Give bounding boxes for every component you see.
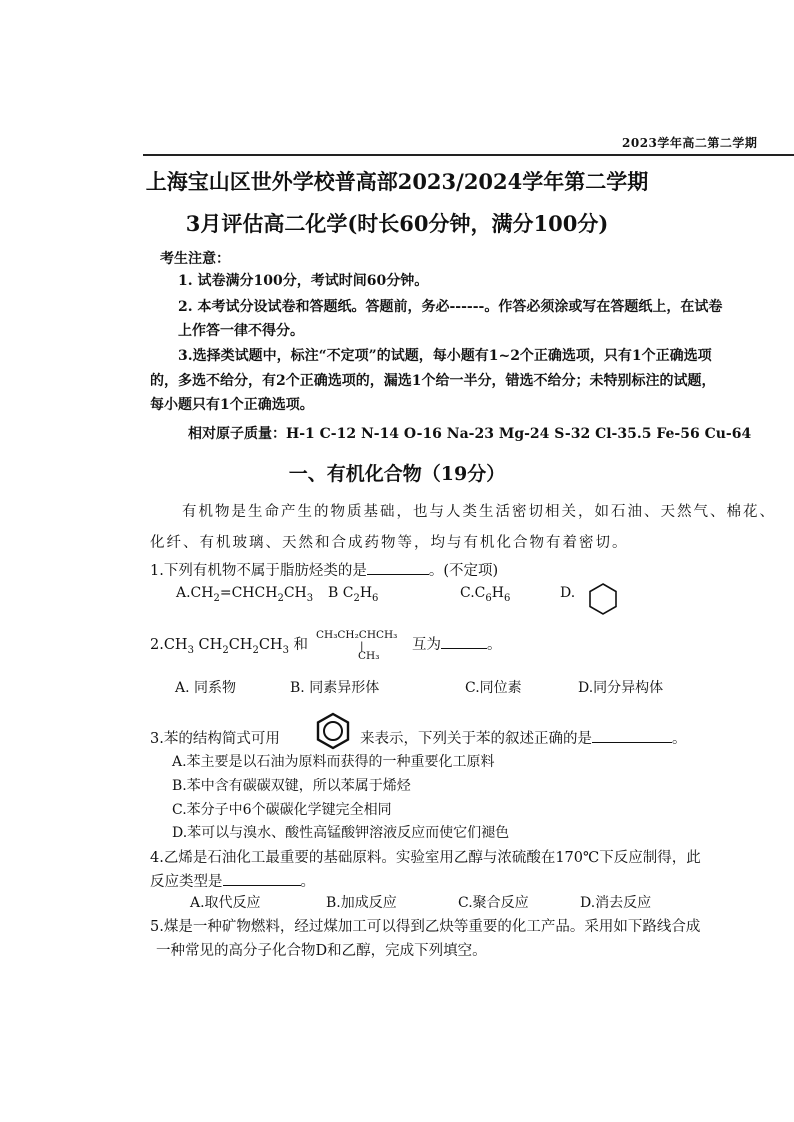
question-2-option-a: A. 同系物 [175, 680, 237, 696]
question-1-option-b: B $C_2H_6$ [328, 585, 379, 604]
answer-blank[interactable] [441, 634, 487, 649]
notice-item-2-line-2: 上作答一律不得分。 [178, 323, 304, 339]
question-2-tail: 互为 。 [412, 633, 502, 654]
question-4-option-c: C.聚合反应 [458, 895, 529, 911]
question-4-option-d: D.消去反应 [580, 895, 652, 911]
question-2-option-b: B. 同素异形体 [290, 680, 380, 696]
question-5-line-1: 5.煤是一种矿物燃料，经过煤加工可以得到乙炔等重要的化工产品。采用如下路线合成 [150, 919, 701, 935]
notice-item-2-line-1: 2. 本考试分设试卷和答题纸。答题前，务必------。作答必须涂或写在答题纸上，在试卷 [178, 299, 723, 315]
question-4-line-1: 4.乙烯是石油化工最重要的基础原料。实验室用乙醇与浓硫酸在170℃下反应制得，此 [150, 850, 701, 866]
exam-title: 上海宝山区世外学校普高部2023/2024学年第二学期 [145, 169, 649, 194]
question-1-option-d: D. [560, 585, 576, 601]
notice-item-1: 1. 试卷满分100分，考试时间60分钟。 [178, 273, 429, 289]
question-3-option-b: B.苯中含有碳碳双键，所以苯属于烯烃 [172, 778, 411, 794]
question-3-stem-start: 3.苯的结构简式可用 [150, 731, 280, 747]
question-3-option-d: D.苯可以与溴水、酸性高锰酸钾溶液反应而使它们褪色 [172, 825, 510, 841]
question-2-option-d: D.同分异构体 [578, 680, 664, 696]
exam-subtitle: 3月评估高二化学(时长60分钟，满分100分) [185, 211, 609, 236]
header-divider [143, 154, 794, 156]
answer-blank[interactable] [592, 728, 672, 743]
answer-blank[interactable] [367, 560, 429, 575]
answer-blank[interactable] [223, 871, 301, 886]
notice-item-3-line-2: 的，多选不给分，有2个正确选项的，漏选1个给一半分，错选不给分；未特别标注的试题， [150, 373, 716, 389]
header-exam-label: 2023学年高二第二学期 [622, 136, 758, 150]
structural-formula: CH₃CH₂CHCH₃ | CH₃ [316, 629, 398, 662]
question-4-line-2: 反应类型是 。 [150, 870, 315, 891]
atomic-masses: 相对原子质量：H-1 C-12 N-14 O-16 Na-23 Mg-24 S-32 Cl-35.5 Fe-56 Cu-64 [188, 426, 752, 442]
question-2-option-c: C.同位素 [465, 680, 522, 696]
cyclohexane-icon [586, 582, 620, 616]
section-title: 一、有机化合物（19分） [288, 463, 506, 485]
question-3-stem-end: 来表示，下列关于苯的叙述正确的是 。 [360, 727, 687, 748]
question-5-line-2: 一种常见的高分子化合物D和乙醇，完成下列填空。 [156, 943, 487, 959]
notice-item-3-line-3: 每小题只有1个正确选项。 [150, 397, 314, 413]
question-4-option-a: A.取代反应 [190, 895, 261, 911]
question-3-option-c: C.苯分子中6个碳碳化学键完全相同 [172, 802, 392, 818]
question-3-option-a: A.苯主要是以石油为原料而获得的一种重要化工原料 [172, 754, 495, 770]
notice-item-3-line-1: 3.选择类试题中，标注“不定项”的试题，每小题有1~2个正确选项，只有1个正确选项 [178, 348, 712, 364]
benzene-ring-icon [313, 711, 353, 751]
question-4-option-b: B.加成反应 [326, 895, 397, 911]
question-1-option-a: $A.CH_2=CHCH_2CH_3$ [176, 585, 314, 604]
question-2-stem: $2.CH_3$ $CH_2CH_2CH_3$ 和 [150, 637, 309, 656]
section-intro-line-2: 化纤、有机玻璃、天然和合成药物等，均与有机化合物有着密切。 [150, 535, 629, 551]
question-1-option-c: $C.C_6H_6$ [460, 585, 511, 604]
section-intro-line-1: 有机物是生命产生的物质基础，也与人类生活密切相关，如石油、天然气、棉花、 [182, 504, 776, 520]
question-1-stem: 1.下列有机物不属于脂肪烃类的是 。(不定项) [150, 559, 498, 580]
notice-heading: 考生注意： [160, 251, 230, 267]
